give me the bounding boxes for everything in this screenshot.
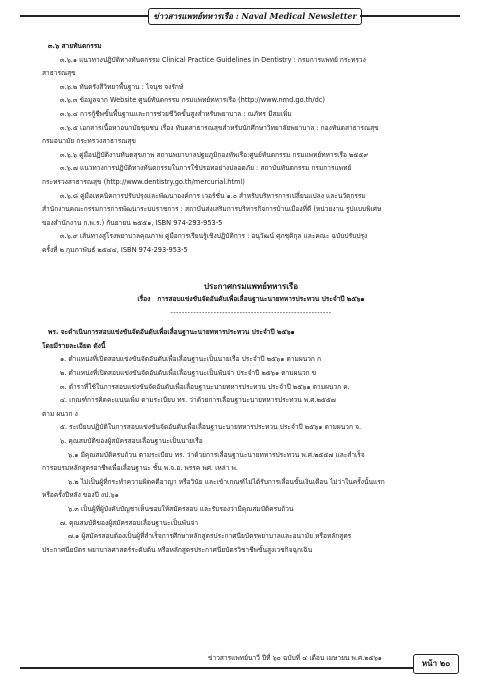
- reference-line: ๓.๖.๑ แนวทางปฏิบัติทางทันตกรรม Clinical Practice Guidelines in Dentistry : กรมการแพทย์ กระทรวง: [60, 55, 366, 64]
- announcement-item-line: ๒. ตำแหน่งที่เปิดสอบแข่งขันจัดอันดับเพื่อเลื่อนฐานะเป็นพันจ่า ประจำปี ๒๕๖๑ ตามผนวก ข: [60, 369, 317, 378]
- announcement-item-line: ๖. คุณสมบัติของผู้สมัครสอบเลื่อนฐานะเป็นนายเรือ: [60, 437, 203, 446]
- page-number: หน้า ๒๐: [413, 654, 459, 674]
- announcement-item-line: ตาม ผนวก ง: [42, 409, 78, 418]
- announcement-item-line: ๑. ตำแหน่งที่เปิดสอบแข่งขันจัดอันดับเพื่อเลื่อนฐานะเป็นนายเรือ ประจำปี ๒๕๖๑ ตามผนวก ก: [60, 355, 321, 364]
- announcement-subject: การสอบแข่งขันจัดอันดับเพื่อเลื่อนฐานะนายทหารประทวน ประจำปี ๒๕๖๑: [157, 295, 365, 304]
- announcement-intro-cont: โดยมีรายละเอียด ดังนี้: [42, 341, 106, 350]
- reference-line: ๓.๖.๔ การกู้ชีพขั้นพื้นฐานและการช่วยชีวิตขั้นสูงสำหรับพยาบาล : ณภัทร มีสมเพิ่ม: [60, 109, 292, 118]
- footer: [0, 641, 480, 671]
- announcement-item-line: หรือครั้งปีหลัง ของปี งป.๖๑: [42, 491, 119, 500]
- announcement-divider: --------------------------------------------------------: [170, 308, 332, 317]
- announcement-item-line: ๖.๒ ไม่เป็นผู้ที่กระทำความผิดคดีอาญา หรือวินัย และเข้าเกณฑ์ไม่ได้รับการเลื่อนขั้นเงินเดือน ไม่ว่าในครั้งนั้นแรก: [68, 477, 385, 486]
- announcement-title: ประกาศกรมแพทย์ทหารเรือ: [203, 281, 299, 291]
- reference-line: ครั้งที่ ๒ กุมภาพันธ์ ๒๕๔๔, ISBN 974-293-953-5: [42, 245, 188, 254]
- reference-line: ๓.๖.๒ ทันตรังสีวิทยาพื้นฐาน : ไจนุช จงรักษ์: [60, 82, 184, 91]
- footer-issue-info: ข่าวสารแพทย์นาวี ปีที่ ๖๐ ฉบับที่ ๔ เดือน เมษายน พ.ศ.๒๕๖๑: [208, 654, 382, 662]
- header-rule-right: [360, 15, 460, 17]
- announcement-items: [42, 353, 460, 557]
- announcement-item-line: ๓. ตำราที่ใช้ในการสอบแข่งขันจัดอันดับเพื่อเลื่อนฐานะนายทหารประทวน ประจำปี ๒๕๖๑ ตามผนวก ค.: [60, 382, 350, 391]
- reference-line: สาธารณสุข: [42, 69, 76, 78]
- reference-line: ๓.๖.๙ เส้นทางสู่โรงพยาบาลคุณภาพ คู่มือการเรียนรู้เชิงปฏิบัติการ : อนุวัฒน์ ศุภชุติกุล และคณะ ฉบับปรับปรุง: [60, 232, 368, 241]
- announcement-subject-line: [42, 293, 460, 307]
- reference-line: กรมอนามัย กระทรวงสาธารณสุข: [42, 137, 136, 146]
- page-content: [42, 40, 460, 557]
- reference-line: สำนักงานคณะกรรมการการพัฒนาระบบราชการ : สถาบันส่งเสริมการบริหารกิจการบ้านเมืองที่ดี (หน่วยงาน รูปแบบพิเศษ: [42, 205, 382, 214]
- reference-line: ๓.๖.๓ ข้อมูลจาก Website ศูนย์ทันตกรรม กรมแพทย์ทหารเรือ (http://www.nmd.go.th/dc): [60, 96, 325, 105]
- reference-line: ๓.๖.๘ คู่มือเทคนิคการปรับปรุงและพัฒนาองค์การ เวอร์ชั่น ๑.๐ สำหรับบริหารการเปลี่ยนแปลง และนวัตกรรม: [60, 191, 366, 200]
- reference-line: กระทรวงสาธารณสุข (http://www.dentistry.go.th/mercurial.html): [42, 177, 245, 186]
- header-rule-left: [20, 15, 148, 17]
- announcement-item-line: ๕. ระเบียบปฏิบัติในการสอบแข่งขันจัดอันดับเพื่อเลื่อนฐานะนายทหารประทวน ประจำปี ๒๕๖๑ ตามผนวก จ.: [60, 423, 362, 432]
- reference-line: ของสำนักงาน ก.พ.ร.) กันยายน ๒๕๕๑, ISBN 974-293-953-5: [42, 218, 223, 227]
- reference-line: ๓.๖.๖ คู่มือปฏิบัติงานทันตสุขภาพ สถานพยาบาลปฐมภูมิกองทัพเรือ:ศูนย์ทันตกรรม กรมแพทย์ทหารเรือ ๒๕๕๙: [60, 150, 369, 159]
- announcement-item-line: ๔. เกณฑ์การคิดคะแนนเพิ่ม ตามระเบียบ ทร. ว่าด้วยการเลื่อนฐานะนายทหารประทวน พ.ศ.๒๕๕๗: [60, 396, 336, 405]
- announcement-item-line: ประกาศนียบัตร พยาบาลศาสตร์ระดับต้น หรือหลักสูตรประกาศนียบัตรวิชาชีพขั้นสูงเวชกิจฉุกเฉิน: [42, 545, 313, 554]
- announcement-intro: พร. จะดำเนินการสอบแข่งขันจัดอันดับเพื่อเลื่อนฐานะนายทหารประทวน ประจำปี ๒๕๖๑: [48, 328, 295, 337]
- announcement-item-line: การอบรมหลักสูตรอาชีพเพื่อเลื่อนฐานะ ชั้น พ.จ.อ. พรรค พศ. เหล่า พ.: [42, 464, 238, 473]
- announcement-item-line: ๖.๓ เป็นผู้ที่ผู้บังคับบัญชาเห็นชอบให้สมัครสอบ และรับรองว่ามีคุณสมบัติครบถ้วน: [68, 505, 294, 513]
- reference-line: ๓.๖.๕ เอกสารเนื้อหาอนามัยชุมชน เรื่อง ทันตสาธารณสุขสำหรับนักศึกษาวิทยาลัยพยาบาล : กองทันตสาธารณสุข: [60, 123, 379, 132]
- reference-line: ๓.๖.๗ แนวทางการปฏิบัติทางทันตกรรมในการใช้ปรอทอย่างปลอดภัย : สถาบันทันตกรรม กรมการแพทย์: [60, 164, 352, 173]
- reference-list: [42, 54, 460, 258]
- announcement-item-line: ๗.๑ ผู้สมัครสอบต้องเป็นผู้ที่สำเร็จการศึกษาหลักสูตรประกาศนียบัตรพยาบาลและอนามัย หรือหลักสูตร: [68, 532, 352, 541]
- subject-label: เรื่อง: [137, 295, 151, 304]
- announcement-item-line: ๗. คุณสมบัติของผู้สมัครสอบเลื่อนฐานะเป็นพันจ่า: [60, 518, 199, 527]
- announcement-item-line: ๖.๑ มีคุณสมบัติครบถ้วน ตามระเบียบ ทร. ว่าด้วยการเลื่อนฐานะนายทหารประทวน พ.ศ.๒๕๕๗ และสำเร็จ: [68, 450, 365, 459]
- section-heading: ๓.๖ สายทันตกรรม: [48, 42, 102, 50]
- footer-rule: [20, 667, 415, 669]
- newsletter-header: ข่าวสารแพทย์ทหารเรือ : Naval Medical Newsletter: [148, 8, 362, 25]
